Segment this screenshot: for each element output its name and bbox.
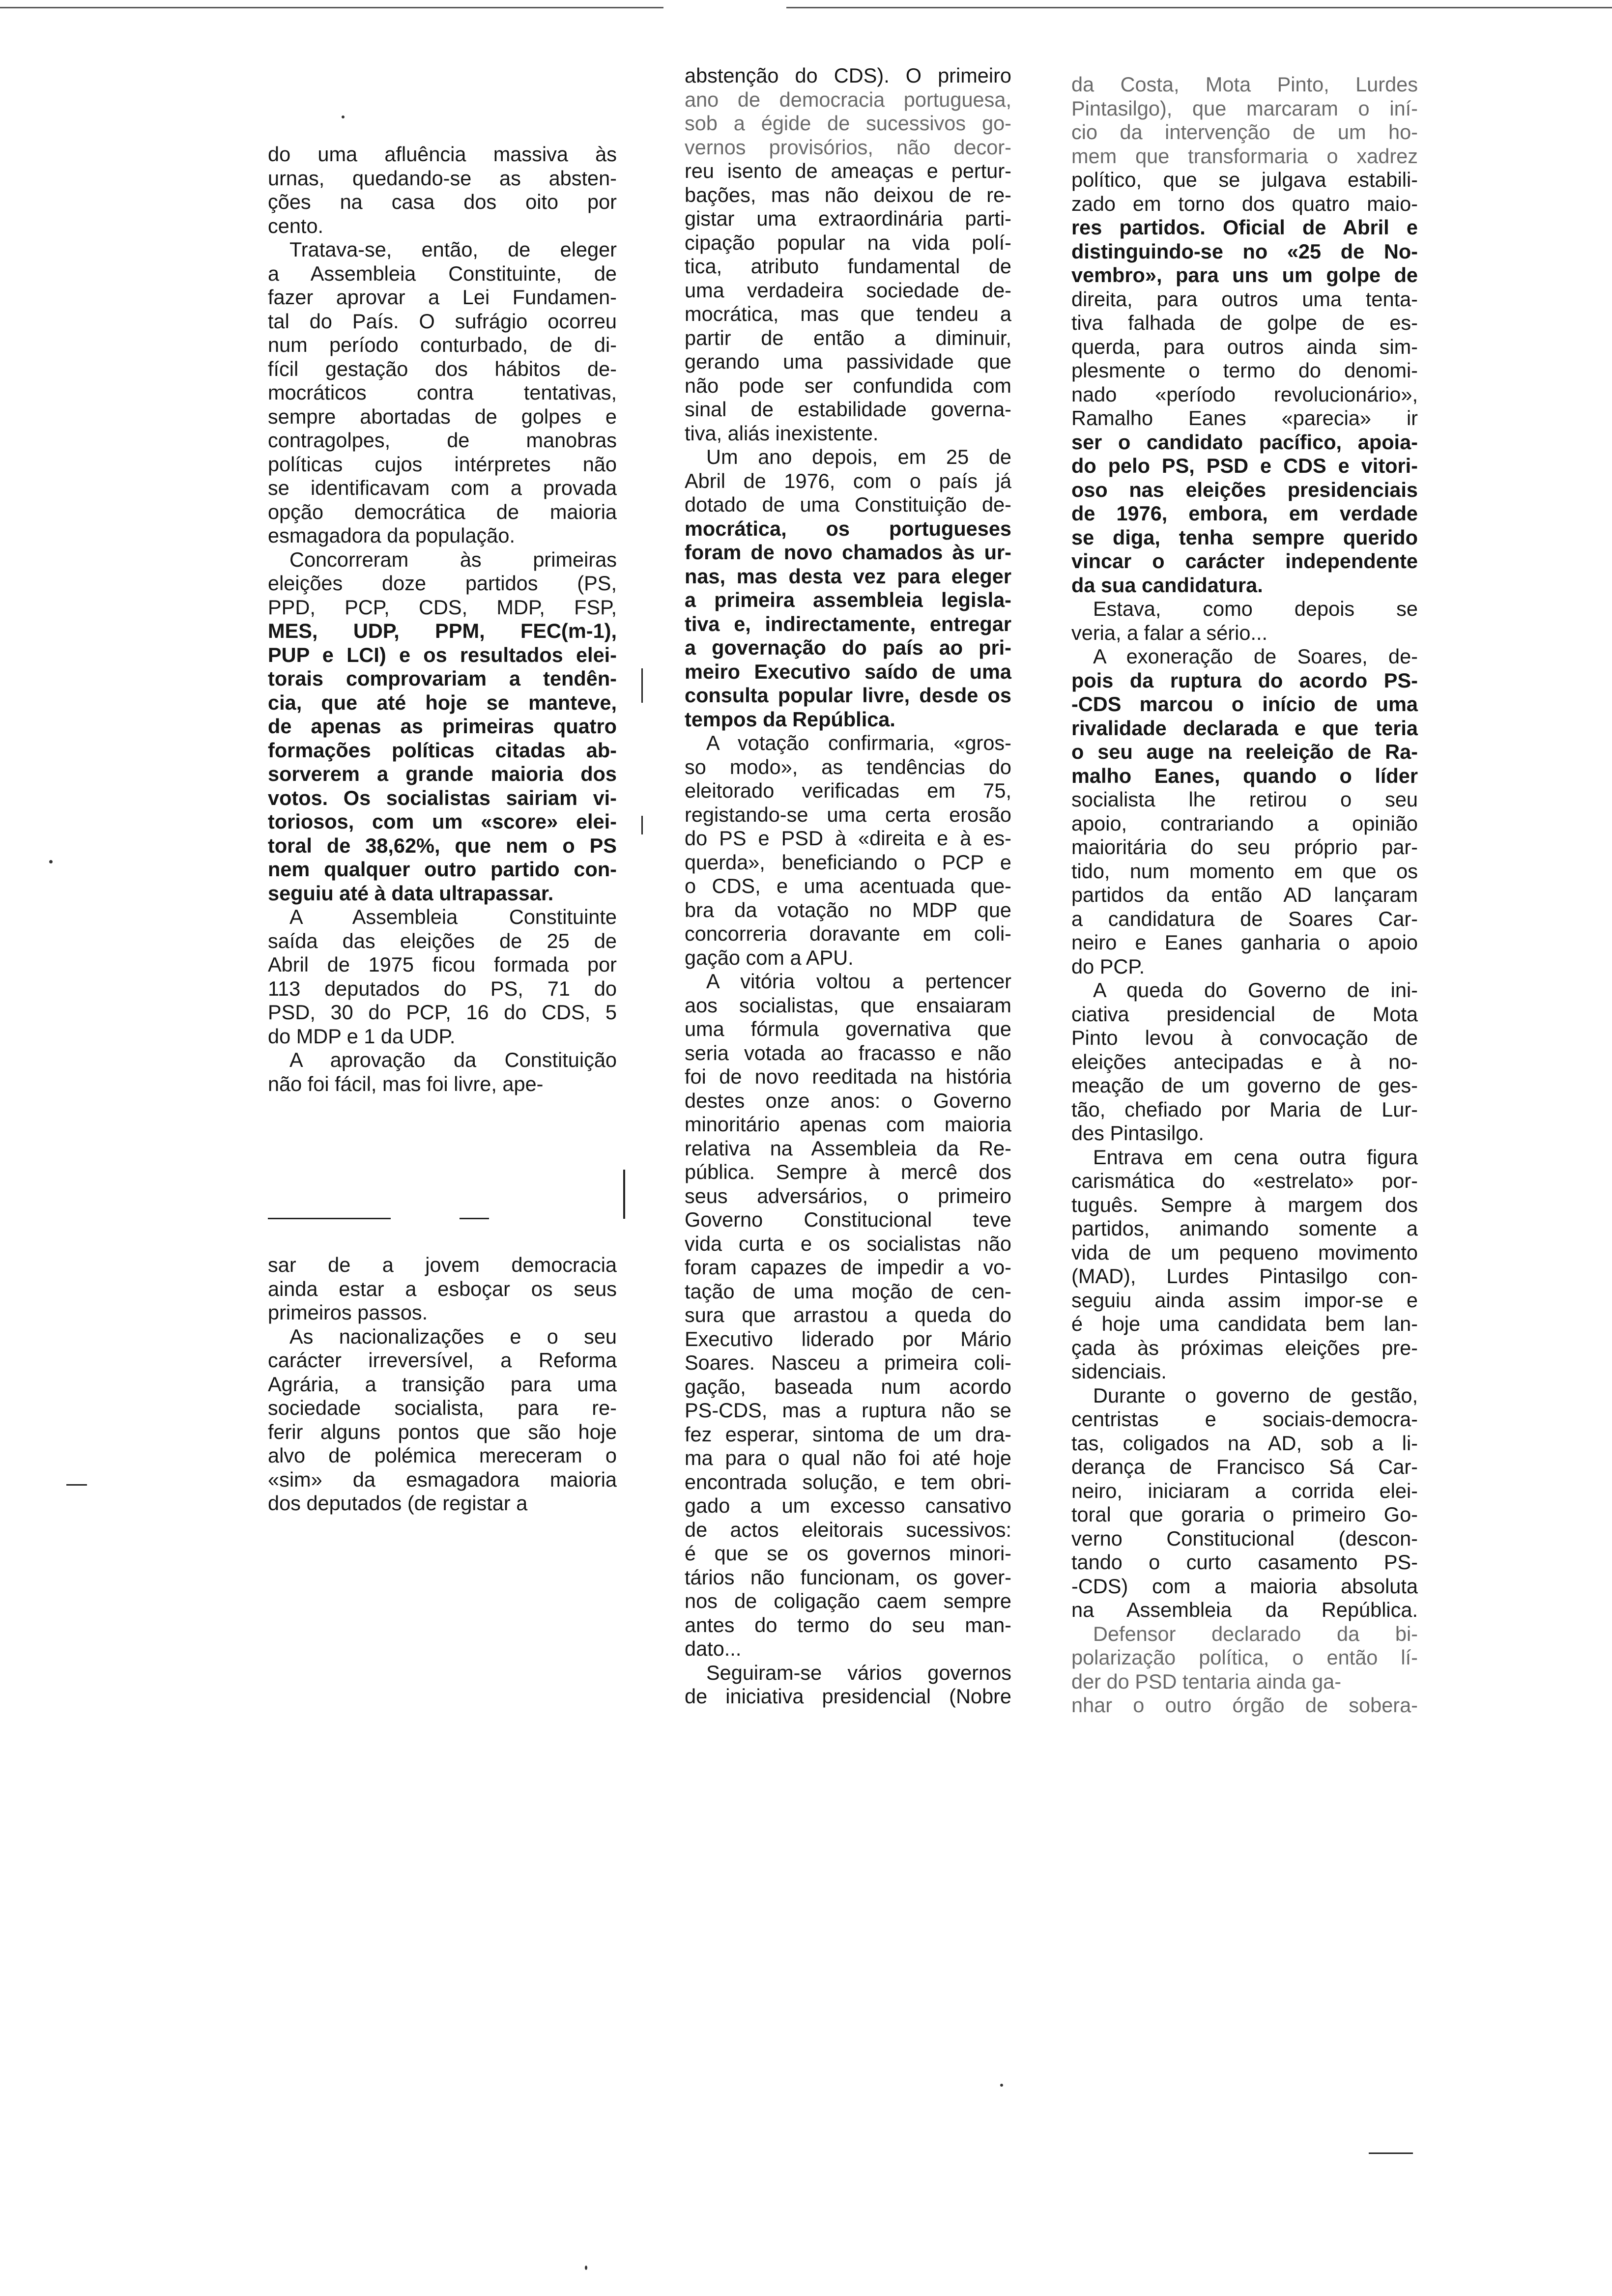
text-line: abstenção do CDS). O primeiro bbox=[685, 64, 1011, 87]
text-line: cia, que até hoje se manteve, bbox=[268, 690, 617, 714]
text-line: MES, UDP, PPM, FEC(m-1), bbox=[268, 619, 617, 642]
text-line: gerando uma passividade que bbox=[685, 350, 1011, 373]
text-line: tica, atributo fundamental de bbox=[685, 255, 1011, 278]
text-line: neiro e Eanes ganharia o apoio bbox=[1071, 931, 1418, 954]
text-line: do MDP e 1 da UDP. bbox=[268, 1024, 456, 1048]
text-line: rivalidade declarada e que teria bbox=[1071, 716, 1418, 740]
text-line: vida curta e os socialistas não bbox=[685, 1232, 1011, 1255]
text-line: num período conturbado, de di- bbox=[268, 333, 617, 356]
text-line: meiro Executivo saído de uma bbox=[685, 660, 1011, 683]
text-line: A vitória voltou a pertencer bbox=[706, 970, 1011, 993]
text-line: político, que se julgava estabili- bbox=[1071, 168, 1418, 191]
text-line: é que se os governos minori- bbox=[685, 1542, 1011, 1565]
text-line: direita, para outros uma tenta- bbox=[1071, 287, 1418, 311]
article-column-2 bbox=[685, 64, 1011, 1709]
article-column-1-bottom bbox=[268, 1253, 617, 1516]
text-line: mocrática, mas que tendeu a bbox=[685, 302, 1011, 325]
text-line: cipação popular na vida polí- bbox=[685, 230, 1011, 254]
text-line: uma fórmula governativa que bbox=[685, 1017, 1011, 1040]
text-line: urnas, quedando-se as absten- bbox=[268, 166, 617, 190]
text-line: -CDS) com a maioria absoluta bbox=[1071, 1574, 1418, 1598]
text-line: aos socialistas, que ensaiaram bbox=[685, 993, 1011, 1017]
column-break-rule bbox=[268, 1218, 391, 1219]
text-line: nhar o outro órgão de sobera- bbox=[1071, 1693, 1418, 1717]
text-line: tas, coligados na AD, sob a li- bbox=[1071, 1431, 1418, 1455]
text-line: bações, mas não deixou de re- bbox=[685, 183, 1011, 206]
text-line: da sua candidatura. bbox=[1071, 573, 1263, 597]
text-line: maioritária do seu próprio par- bbox=[1071, 835, 1418, 859]
text-line: Ramalho Eanes «parecia» ir bbox=[1071, 406, 1418, 430]
text-line: uma verdadeira sociedade de- bbox=[685, 278, 1011, 302]
text-line: carismática do «estrelato» por- bbox=[1071, 1169, 1418, 1192]
text-line: vernos provisórios, não decor- bbox=[685, 135, 1011, 159]
text-line: malho Eanes, quando o líder bbox=[1071, 764, 1418, 787]
text-line: ser o candidato pacífico, apoia- bbox=[1071, 430, 1418, 454]
text-line: foram capazes de impedir a vo- bbox=[685, 1256, 1011, 1279]
text-line: de actos eleitorais sucessivos: bbox=[685, 1518, 1011, 1541]
text-line: tempos da República. bbox=[685, 707, 895, 731]
text-line: na Assembleia da República. bbox=[1071, 1598, 1418, 1621]
text-line: ciativa presidencial de Mota bbox=[1071, 1002, 1418, 1026]
text-line: Estava, como depois se bbox=[1093, 597, 1418, 620]
text-line: gação, baseada num acordo bbox=[685, 1375, 1011, 1398]
text-line: toral que goraria o primeiro Go- bbox=[1071, 1503, 1418, 1526]
text-line: Abril de 1975 ficou formada por bbox=[268, 953, 617, 976]
text-line: veria, a falar a sério... bbox=[1071, 621, 1268, 644]
text-line: destes onze anos: o Governo bbox=[685, 1089, 1011, 1112]
text-line: contragolpes, de manobras bbox=[268, 429, 617, 452]
text-line: nem qualquer outro partido con- bbox=[268, 858, 617, 881]
text-line: pois da ruptura do acordo PS- bbox=[1071, 668, 1418, 692]
top-edge-rule bbox=[786, 7, 1612, 8]
text-line: fazer aprovar a Lei Fundamen- bbox=[268, 286, 617, 309]
text-line: sob a égide de sucessivos go- bbox=[685, 112, 1011, 135]
text-line: do PS e PSD à «direita e à es- bbox=[685, 827, 1011, 850]
text-line: meação de um governo de ges- bbox=[1071, 1074, 1418, 1097]
text-line: seus adversários, o primeiro bbox=[685, 1184, 1011, 1207]
gutter-mark bbox=[641, 668, 643, 703]
text-line: res partidos. Oficial de Abril e bbox=[1071, 216, 1418, 239]
text-line: nado «período revolucionário», bbox=[1071, 382, 1418, 406]
text-line: a candidatura de Soares Car- bbox=[1071, 907, 1418, 930]
text-line: seria votada ao fracasso e não bbox=[685, 1041, 1011, 1064]
text-line: 113 deputados do PS, 71 do bbox=[268, 976, 617, 1000]
text-line: do PCP. bbox=[1071, 954, 1145, 978]
text-line: da Costa, Mota Pinto, Lurdes bbox=[1071, 73, 1418, 96]
text-line: sociedade socialista, para re- bbox=[268, 1396, 617, 1419]
text-line: çada às próximas eleições pre- bbox=[1071, 1336, 1418, 1359]
text-line: Governo Constitucional teve bbox=[685, 1208, 1011, 1231]
text-line: eleições doze partidos (PS, bbox=[268, 572, 617, 595]
text-line: é hoje uma candidata bem lan- bbox=[1071, 1312, 1418, 1335]
text-line: de apenas as primeiras quatro bbox=[268, 715, 617, 738]
text-line: verno Constitucional (descon- bbox=[1071, 1526, 1418, 1550]
margin-dash bbox=[66, 1484, 87, 1486]
text-line: Pinto levou à convocação de bbox=[1071, 1026, 1418, 1049]
text-line: -CDS marcou o início de uma bbox=[1071, 692, 1418, 716]
text-line: foi de novo reeditada na história bbox=[685, 1065, 1011, 1088]
text-line: cento. bbox=[268, 214, 324, 237]
text-line: (MAD), Lurdes Pintasilgo con- bbox=[1071, 1264, 1418, 1288]
text-line: eleições antecipadas e à no- bbox=[1071, 1050, 1418, 1073]
text-line: tiva, aliás inexistente. bbox=[685, 421, 879, 445]
text-line: dos deputados (de registar a bbox=[268, 1492, 528, 1515]
text-line: de 1976, embora, em verdade bbox=[1071, 502, 1418, 525]
text-line: apoio, contrariando a opinião bbox=[1071, 811, 1418, 835]
article-column-1-top bbox=[268, 143, 617, 1096]
text-line: tido, num momento em que os bbox=[1071, 859, 1418, 883]
text-line: a primeira assembleia legisla- bbox=[685, 588, 1011, 611]
text-line: sinal de estabilidade governa- bbox=[685, 398, 1011, 421]
text-line: tiva e, indirectamente, entregar bbox=[685, 612, 1011, 635]
text-line: toral de 38,62%, que nem o PS bbox=[268, 833, 617, 857]
text-line: Um ano depois, em 25 de bbox=[706, 445, 1011, 468]
text-line: Seguiram-se vários governos bbox=[706, 1661, 1011, 1684]
text-line: dotado de uma Constituição de- bbox=[685, 493, 1011, 516]
text-line: A Assembleia Constituinte bbox=[289, 905, 617, 928]
text-line: Soares. Nasceu a primeira coli- bbox=[685, 1351, 1011, 1374]
text-line: torais comprovariam a tendên- bbox=[268, 667, 617, 690]
text-line: vembro», para uns um golpe de bbox=[1071, 263, 1418, 287]
text-line: eleitorado verificadas em 75, bbox=[685, 779, 1011, 802]
text-line: mem que transformaria o xadrez bbox=[1071, 144, 1418, 168]
text-line: não pode ser confundida com bbox=[685, 373, 1011, 397]
text-line: derança de Francisco Sá Car- bbox=[1071, 1455, 1418, 1478]
text-line: não foi fácil, mas foi livre, ape- bbox=[268, 1072, 544, 1095]
text-line: Defensor declarado da bi- bbox=[1093, 1622, 1418, 1645]
text-line: dato... bbox=[685, 1637, 742, 1660]
margin-dash bbox=[1369, 2152, 1413, 2154]
text-line: querda, para outros ainda sim- bbox=[1071, 335, 1418, 358]
text-line: registando-se uma certa erosão bbox=[685, 803, 1011, 826]
text-line: A votação confirmaria, «gros- bbox=[706, 731, 1011, 754]
text-line: As nacionalizações e o seu bbox=[289, 1324, 617, 1348]
text-line: Pintasilgo), que marcaram o iní- bbox=[1071, 96, 1418, 120]
text-line: sempre abortadas de golpes e bbox=[268, 404, 617, 428]
text-line: se identificavam com a provada bbox=[268, 476, 617, 499]
text-line: des Pintasilgo. bbox=[1071, 1121, 1204, 1145]
text-line: bra da votação no MDP que bbox=[685, 898, 1011, 921]
gutter-mark bbox=[641, 816, 643, 834]
text-line: carácter irreversível, a Reforma bbox=[268, 1349, 617, 1372]
text-line: mocráticos contra tentativas, bbox=[268, 381, 617, 404]
text-line: saída das eleições de 25 de bbox=[268, 929, 617, 952]
text-line: o CDS, e uma acentuada que- bbox=[685, 874, 1011, 897]
text-line: cio da intervenção de um ho- bbox=[1071, 120, 1418, 144]
text-line: fez esperar, sintoma de um dra- bbox=[685, 1422, 1011, 1446]
text-line: reu isento de ameaças e pertur- bbox=[685, 159, 1011, 182]
text-line: pública. Sempre à mercê dos bbox=[685, 1160, 1011, 1183]
text-line: esmagadora da população. bbox=[268, 524, 515, 547]
text-line: fícil gestação dos hábitos de- bbox=[268, 357, 617, 380]
text-line: gado a um excesso cansativo bbox=[685, 1494, 1011, 1517]
text-line: tão, chefiado por Maria de Lur- bbox=[1071, 1097, 1418, 1121]
text-line: oso nas eleições presidenciais bbox=[1071, 478, 1418, 501]
text-line: consulta popular livre, desde os bbox=[685, 684, 1011, 707]
text-line: o seu auge na reeleição de Ra- bbox=[1071, 740, 1418, 763]
text-line: a governação do país ao pri- bbox=[685, 636, 1011, 659]
text-line: políticas cujos intérpretes não bbox=[268, 452, 617, 476]
text-line: Durante o governo de gestão, bbox=[1093, 1383, 1418, 1407]
text-line: ma para o qual não foi até hoje bbox=[685, 1446, 1011, 1469]
text-line: Tratava-se, então, de eleger bbox=[289, 238, 617, 261]
text-line: opção democrática de maioria bbox=[268, 500, 617, 523]
text-line: gistar uma extraordinária parti- bbox=[685, 207, 1011, 230]
text-line: antes do termo do seu man- bbox=[685, 1613, 1011, 1636]
text-line: concorreria doravante em coli- bbox=[685, 922, 1011, 945]
text-line: zado em torno dos quatro maio- bbox=[1071, 192, 1418, 215]
text-line: formações políticas citadas ab- bbox=[268, 738, 617, 762]
text-line: tação de uma moção de cen- bbox=[685, 1279, 1011, 1303]
article-column-3 bbox=[1071, 73, 1418, 1718]
text-line: encontrada solução, e tem obri- bbox=[685, 1470, 1011, 1493]
text-line: polarização política, o então lí- bbox=[1071, 1646, 1418, 1669]
text-line: PSD, 30 do PCP, 16 do CDS, 5 bbox=[268, 1001, 617, 1024]
text-line: A queda do Governo de ini- bbox=[1093, 978, 1418, 1002]
column-break-bracket bbox=[623, 1170, 625, 1219]
text-line: sidenciais. bbox=[1071, 1360, 1167, 1383]
text-line: PUP e LCI) e os resultados elei- bbox=[268, 643, 617, 666]
text-line: vincar o carácter independente bbox=[1071, 549, 1418, 573]
text-line: tando o curto casamento PS- bbox=[1071, 1550, 1418, 1574]
text-line: «sim» da esmagadora maioria bbox=[268, 1467, 617, 1491]
text-line: querda», beneficiando o PCP e bbox=[685, 850, 1011, 874]
text-line: PS-CDS, mas a ruptura não se bbox=[685, 1399, 1011, 1422]
text-line: nos de coligação caem sempre bbox=[685, 1589, 1011, 1612]
text-line: Agrária, a transição para uma bbox=[268, 1372, 617, 1396]
text-line: de iniciativa presidencial (Nobre bbox=[685, 1685, 1011, 1708]
text-line: mocrática, os portugueses bbox=[685, 517, 1011, 540]
scan-speck bbox=[49, 860, 53, 863]
text-line: partidos da então AD lançaram bbox=[1071, 883, 1418, 906]
text-line: ferir alguns pontos que são hoje bbox=[268, 1420, 617, 1443]
text-line: sura que arrastou a queda do bbox=[685, 1303, 1011, 1326]
text-line: seguiu até à data ultrapassar. bbox=[268, 881, 554, 905]
text-line: alvo de polémica mereceram o bbox=[268, 1444, 617, 1467]
text-line: do uma afluência massiva às bbox=[268, 143, 617, 166]
scan-speck bbox=[585, 2266, 587, 2270]
text-line: Executivo liderado por Mário bbox=[685, 1327, 1011, 1350]
text-line: nas, mas desta vez para eleger bbox=[685, 564, 1011, 588]
text-line: tuguês. Sempre à margem dos bbox=[1071, 1193, 1418, 1216]
text-line: gação com a APU. bbox=[685, 946, 854, 969]
text-line: partir de então a diminuir, bbox=[685, 326, 1011, 349]
text-line: A exoneração de Soares, de- bbox=[1093, 645, 1418, 668]
text-line: primeiros passos. bbox=[268, 1301, 428, 1324]
text-line: se diga, tenha sempre querido bbox=[1071, 525, 1418, 549]
text-line: centristas e sociais-democra- bbox=[1071, 1407, 1418, 1431]
text-line: PPD, PCP, CDS, MDP, FSP, bbox=[268, 595, 617, 619]
text-line: foram de novo chamados às ur- bbox=[685, 541, 1011, 564]
text-line: minoritário apenas com maioria bbox=[685, 1113, 1011, 1136]
text-line: Entrava em cena outra figura bbox=[1093, 1145, 1418, 1169]
text-line: a Assembleia Constituinte, de bbox=[268, 261, 617, 285]
text-line: partidos, animando somente a bbox=[1071, 1217, 1418, 1240]
text-line: tal do País. O sufrágio ocorreu bbox=[268, 309, 617, 333]
text-line: seguiu ainda assim impor-se e bbox=[1071, 1288, 1418, 1312]
text-line: der do PSD tentaria ainda ga- bbox=[1071, 1669, 1342, 1693]
text-line: vida de um pequeno movimento bbox=[1071, 1240, 1418, 1264]
text-line: tiva falhada de golpe de es- bbox=[1071, 311, 1418, 334]
text-line: ções na casa dos oito por bbox=[268, 190, 617, 213]
text-line: Concorreram às primeiras bbox=[289, 547, 617, 571]
text-line: A aprovação da Constituição bbox=[289, 1048, 617, 1071]
text-line: relativa na Assembleia da Re- bbox=[685, 1136, 1011, 1160]
text-line: tários não funcionam, os gover- bbox=[685, 1565, 1011, 1589]
scan-speck bbox=[1000, 2084, 1003, 2087]
text-line: sorverem a grande maioria dos bbox=[268, 762, 617, 785]
text-line: votos. Os socialistas sairiam vi- bbox=[268, 786, 617, 809]
text-line: distinguindo-se no «25 de No- bbox=[1071, 239, 1418, 263]
column-break-rule-dash bbox=[460, 1218, 489, 1219]
text-line: Abril de 1976, com o país já bbox=[685, 469, 1011, 492]
text-line: sar de a jovem democracia bbox=[268, 1253, 617, 1276]
scan-speck bbox=[342, 115, 345, 118]
text-line: ainda estar a esboçar os seus bbox=[268, 1277, 617, 1300]
top-edge-rule bbox=[0, 7, 663, 8]
text-line: socialista lhe retirou o seu bbox=[1071, 788, 1418, 811]
text-line: so modo», as tendências do bbox=[685, 755, 1011, 778]
text-line: do pelo PS, PSD e CDS e vitori- bbox=[1071, 454, 1418, 477]
text-line: ano de democracia portuguesa, bbox=[685, 87, 1011, 111]
text-line: neiro, iniciaram a corrida elei- bbox=[1071, 1479, 1418, 1502]
text-line: plesmente o termo do denomi- bbox=[1071, 359, 1418, 382]
text-line: toriosos, com um «score» elei- bbox=[268, 810, 617, 833]
